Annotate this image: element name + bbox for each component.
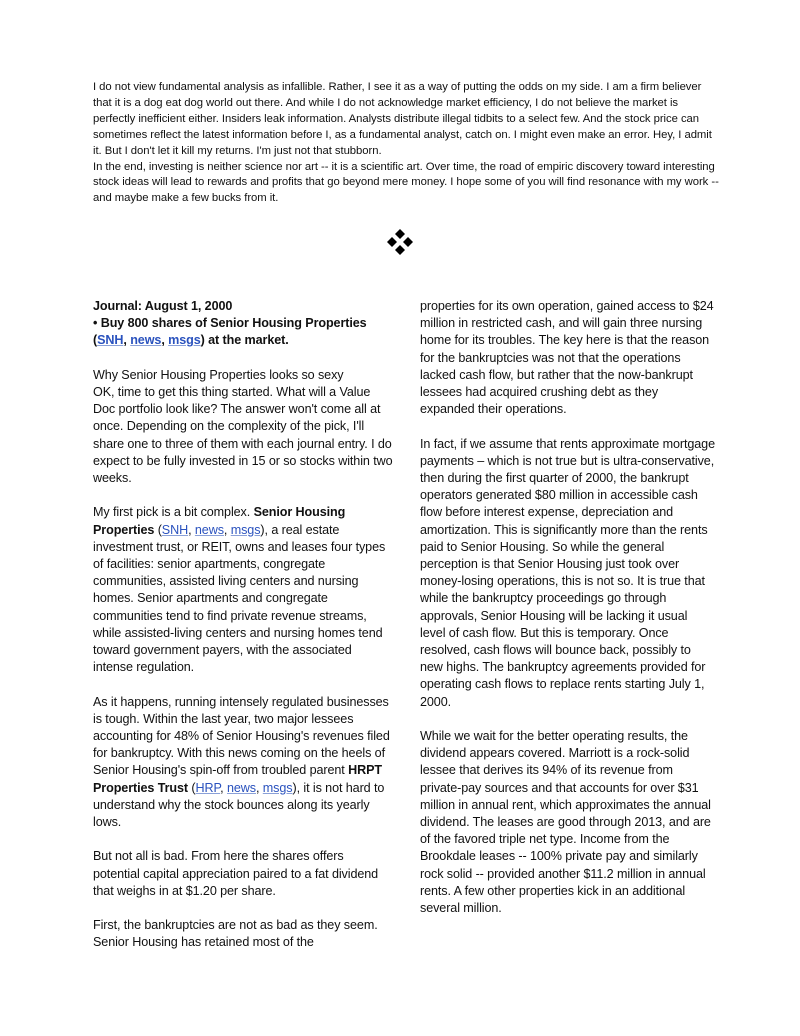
text: ), it is not hard to understand why the stock bounces along its yearly lows. bbox=[93, 780, 385, 830]
left-column bbox=[93, 298, 393, 952]
paren: ( bbox=[93, 333, 98, 348]
action-text-after: ) at the market. bbox=[200, 333, 289, 348]
intro-section bbox=[93, 80, 723, 207]
paren: ( bbox=[154, 522, 162, 537]
link-hrp[interactable]: HRP bbox=[195, 780, 221, 795]
first-pick-paragraph: My first pick is a bit complex. Senior Housing Properties (SNH, news, msgs), a real estate investment trust, or REIT, owns and leases four types of facilities: senior apartments, congregate communities, assisted living centers and nursing homes. Senior apartments and congregate communities tend to find private revenue streams, while assisted-living centers and nursing homes tend toward government payers, with the associated intense regulation. bbox=[93, 505, 386, 675]
link-snh[interactable]: SNH bbox=[161, 522, 189, 537]
separator: , bbox=[161, 333, 169, 348]
not-bad-paragraph: But not all is bad. From here the shares offers potential capital appreciation paired to a fat dividend that weighs in at $1.20 per share. bbox=[93, 849, 379, 898]
section-divider bbox=[386, 228, 414, 256]
right-column bbox=[420, 298, 715, 917]
in-fact-paragraph: In fact, if we assume that rents approximate mortgage payments – which is not true but is ultra-conservative, then during the first quarter of 2000, the bankrupt operators generated $80 million in accessible cash flow before interest expense, depreciation and amortization. This is significantly more than the rents paid to Senior Housing. So while the general perception is that Senior Housing just took over money-losing operations, this is not so. It is true that while the bankruptcy proceedings go through approvals, Senior Housing will be lacking it usual level of cash flow. But this is temporary. Once resolved, cash flows will bounce back, possibly to new highs. The bankruptcy agreements provided for operating cash flows to replace rents starting July 1, 2000. bbox=[420, 436, 715, 709]
intro-text: OK, time to get this thing started. What will a Value Doc portfolio look like? The answer won't come all at once. Depending on the complexity of the pick, I'll share one to three of them with each journal entry. I do expect to be fully invested in 15 or so stocks within two weeks. bbox=[93, 385, 393, 486]
text: ), a real estate investment trust, or REIT, owns and leases four types of facilities: senior apartments, congregate communities, assisted living centers and nursing homes. Senior apartments and congregate communities tend to find private revenue streams, while assisted-living centers and nursing homes tend toward government payers, with the associated intense regulation. bbox=[93, 522, 386, 675]
link-msgs[interactable]: msgs bbox=[262, 780, 293, 795]
action-text: Buy 800 shares of Senior Housing Properties bbox=[100, 316, 367, 331]
company-name: HRPT Properties Trust bbox=[93, 763, 382, 795]
link-news[interactable]: news bbox=[194, 522, 224, 537]
paren: ( bbox=[187, 780, 196, 795]
link-news[interactable]: news bbox=[130, 333, 162, 348]
text: As it happens, running intensely regulated businesses is tough. Within the last year, two major lessees accounting for 48% of Senior Housing's revenues filed for bankruptcy. With this news coming on the heels of Senior Housing's spin-off from troubled parent bbox=[93, 694, 390, 778]
link-msgs[interactable]: msgs bbox=[230, 522, 261, 537]
journal-action bbox=[93, 315, 393, 349]
while-paragraph: While we wait for the better operating results, the dividend appears covered. Marriott is a rock-solid lessee that derives its 94% of its revenue from private-pay sources and that accounts for over $31 million in annual rent, which approximates the annual dividend. The leases are good through 2013, and are of the favored triple net type. Income from the Brookdale leases -- 100% private pay and similarly rock solid -- provided another $11.2 million in annual rents. A few other properties kick in an additional several million. bbox=[420, 729, 711, 916]
first-paragraph: First, the bankruptcies are not as bad as they seem. Senior Housing has retained most of the bbox=[93, 918, 378, 950]
first-paragraph-continued: properties for its own operation, gained access to $24 million in restricted cash, and will gain three nursing home for its troubles. The key here is that the reason for the bankruptcies was not that the operations lacked cash flow, but rather that the now-bankrupt lessees had acquired crushing debt as they expanded their operations. bbox=[420, 299, 714, 417]
text: My first pick is a bit complex. bbox=[93, 505, 254, 520]
four-diamond-ornament-icon bbox=[386, 228, 414, 256]
intro-paragraph-2: In the end, investing is neither science nor art -- it is a scientific art. Over time, the road of empiric discovery toward interesting stock ideas will lead to rewards and profits that go beyond mere money. I hope some of you will find resonance with my work -- and maybe make a few bucks from it. bbox=[93, 160, 719, 205]
regulated-paragraph: As it happens, running intensely regulated businesses is tough. Within the last year, two major lessees accounting for 48% of Senior Housing's revenues filed for bankruptcy. With this news coming on the heels of Senior Housing's spin-off from troubled parent HRPT Properties Trust (HRP, news, msgs), it is not hard to understand why the stock bounces along its yearly lows. bbox=[93, 694, 390, 830]
link-news[interactable]: news bbox=[226, 780, 256, 795]
separator: , bbox=[123, 333, 131, 348]
intro-paragraph-1: I do not view fundamental analysis as infallible. Rather, I see it as a way of putting the odds on my side. I am a firm believer that it is a dog eat dog world out there. And while I do not acknowledge market efficiency, I do not believe the market is perfectly inefficient either. Insiders leak information. Analysts distribute illegal tidbits to a select few. And the stock price can sometimes reflect the latest information before I, as a fundamental analyst, catch on. I might even make an error. Hey, I admit it. But I don't let it kill my returns. I'm just not that stubborn. bbox=[93, 81, 712, 157]
link-msgs[interactable]: msgs bbox=[168, 333, 201, 348]
company-name: Senior Housing Properties bbox=[93, 505, 346, 537]
why-paragraph bbox=[93, 367, 393, 487]
why-heading: Why Senior Housing Properties looks so sexy bbox=[93, 367, 344, 382]
link-snh[interactable]: SNH bbox=[97, 333, 124, 348]
journal-heading: Journal: August 1, 2000 bbox=[93, 299, 233, 313]
bullet: • bbox=[93, 316, 98, 331]
